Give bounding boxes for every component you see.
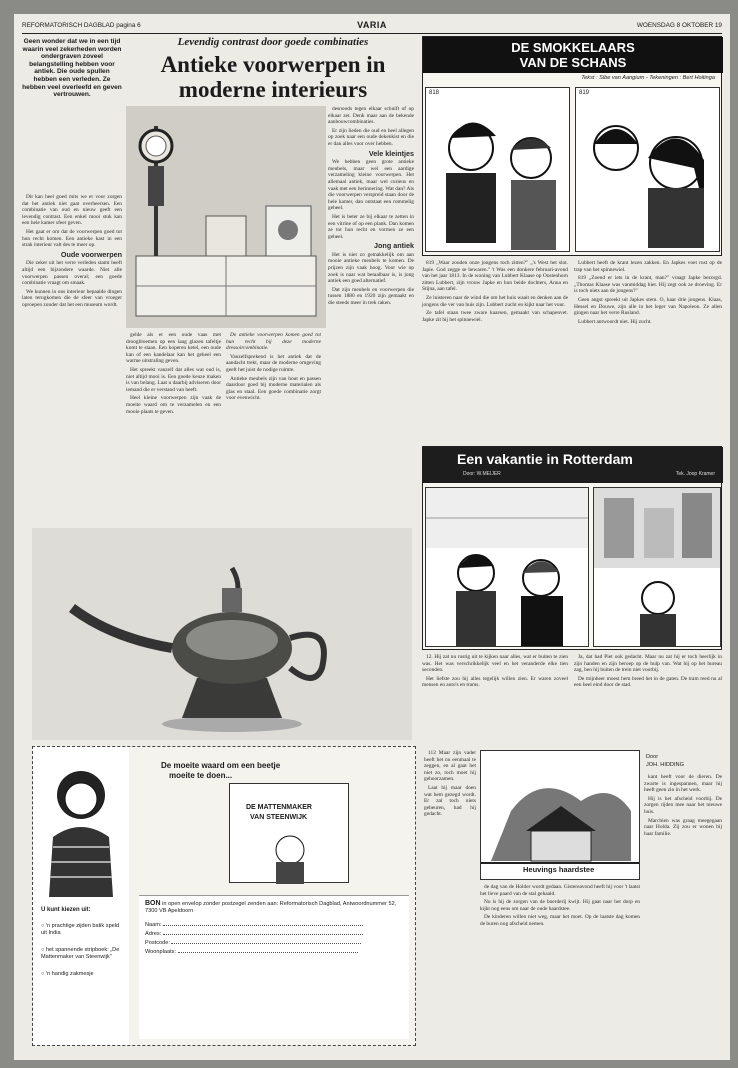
field-label: Naam: bbox=[145, 922, 162, 928]
header-left: REFORMATORISCH DAGBLAD pagina 6 bbox=[22, 22, 141, 29]
page-header bbox=[22, 20, 722, 34]
photo-antique-clock bbox=[126, 106, 326, 328]
comic-panel-819 bbox=[575, 87, 720, 252]
article-kicker: Levendig contrast door goede combinaties bbox=[177, 36, 369, 48]
subscription-ad bbox=[32, 746, 416, 1046]
comic1-text-left: 819 „Waar zouden onze jongens toch zitten?" „'s West het slot. Japie. God zegge se bewaren." 't Was een donkere februari-avond van het jaar 1813. In de woning van Lubbert Klaase op Oostenhorn zitten Lubbert, zijn vrouw Japke en hun beide dochters, Anna en Stijna, aan tafel. Ze luisteren naar de wind die om het huis waait en denken aan de jongens die ver van huis zijn. Lubbert zucht en kijkt naar het vuur. Ze tafel staan twee zware kaarsen, gemaakt van schapenvet. Japke zit bij het spinnewiel. bbox=[422, 260, 568, 323]
checkbox-icon[interactable]: ○ bbox=[41, 971, 46, 977]
ad-option[interactable] bbox=[41, 947, 123, 961]
comic2-text-left: 12. Hij zat nu rustig uit te kijken naar alles, wat er buiten te zien was. Het was verschrikkelijk veel en het veranderde elke tien seconden. Het liefste zou hij alles tegelijk willen zien. Er waren zoveel mensen en auto's en trams. bbox=[422, 654, 568, 689]
article-column-3: De antieke voorwerpen komen goed tot hun recht bij deze moderne dressoircombinatie. Vanzelfsprekend is het antiek dat de aandacht trekt, maar de moderne omgeving geeft het juist de nodige ruimte. Antieke meubels zijn van hout en passen daardoor goed bij moderne materialen als glas en staal. Een goede combinatie zorgt voor evenwicht. bbox=[226, 332, 321, 402]
book-title-line2: VAN STEENWIJK bbox=[250, 814, 308, 821]
comic2-title-banner bbox=[423, 447, 723, 483]
serial-text-right: kant heeft voor de dieren. De zwarte is ingespannen, maar hij heeft geen zin in het werk. Hij is het afscheid voorbij. De zorgen rijden mee naar het nieuwe huis. Marchien was graag meegegaan naar Holda. Zij zou er wonen bij haar familie. bbox=[644, 774, 722, 837]
ad-left-panel bbox=[33, 747, 129, 1045]
ad-option[interactable] bbox=[41, 971, 123, 978]
field-label: Adres: bbox=[145, 931, 162, 937]
comic-title-line2: VAN DE SCHANS bbox=[519, 55, 627, 70]
comic-credit: Tekst : Sibe van Aangium - Tekeningen : Bert Hoitinga bbox=[581, 75, 715, 81]
comic2-artist: Tek. Joop Kramer bbox=[675, 471, 715, 477]
ad-choose-label: U kunt kiezen uit: bbox=[41, 907, 91, 913]
ad-title-line2: moeite te doen... bbox=[169, 771, 233, 780]
ad-option[interactable] bbox=[41, 923, 123, 937]
comic2-author: Door: W.MEIJER bbox=[463, 471, 501, 477]
article-intro: Geen wonder dat we in een tijd waarin veel zekerheden worden ondergraven zoveel belangstelling hebben voor antiek. Die oude spullen hebben een verleden. Ze hebben veel overleefd en geven vertrouwen. bbox=[22, 38, 122, 99]
postcode-field[interactable] bbox=[145, 939, 403, 948]
comic-title-line1: DE SMOKKELAARS bbox=[511, 40, 635, 55]
comic2-panel-number: 12. bbox=[426, 654, 433, 660]
field-label: Postcode: bbox=[145, 940, 170, 946]
checkbox-icon[interactable]: ○ bbox=[41, 923, 46, 929]
serial-illustration bbox=[480, 750, 640, 880]
bon-label: BON bbox=[145, 900, 161, 907]
order-form bbox=[139, 895, 409, 1039]
comic-title-banner bbox=[423, 37, 723, 73]
article-column-1: Dit kan heel goed mits we er voor zorgen dat het antiek niet gaat overheersen. Een combinatie van oud en nieuw geeft een levendig contrast. Een enkel mooi stuk kan een hele kamer sfeer geven. Het gaat er om dat de voorwerpen goed tot hun recht komen. Een antieke kast in een strak interieur valt des te meer op. Oude voorwerpen Die zeker uit het verre verleden stamt heeft altijd een bijzondere waarde. Niet alle voorwerpen passen overal; een goede combinatie vraagt om smaak. We kunnen in ons interieur bepaalde dingen laten terugkomen die de sfeer van vroeger oproepen zonder dat het een museum wordt. bbox=[22, 194, 122, 308]
field-label: Woonplaats: bbox=[145, 949, 176, 955]
order-form-fields bbox=[139, 919, 409, 959]
subhead-vele-kleintjes: Vele kleintjes bbox=[368, 148, 414, 158]
comic2-panel-left bbox=[425, 487, 589, 647]
article-column-4: desnoods tegen elkaar schuift of op elkaar zet. Denk maar aan de bekende aanbouwcombinaties. Er zijn lieden die oud en heel allegen op zoek naar een oude dekenkist en die er dan alles voor over hebben. Vele kleintjes We hebben geen grote antieke meubels, maar wel een aardige verzameling kleine voorwerpen. Het allemaal antiek, maar wel curieus en vaak met een herinnering. Wat dan? Als die voorwerpen verspreid staan door de hele kamer, dan ontstaat een rommelig geheel. Het is beter ze bij elkaar te zetten in een vitrine of op een plank. Dan komen ze tot hun recht en vormen ze een geheel. Jong antiek Het is niet zo gemakkelijk om aan mooie antieke meubels te komen. De prijzen zijn vaak hoog. Voor wie op zoek is naar wat betaalbaar is, is jong antiek een goed alternatief. Dat zijn meubels en voorwerpen die tussen 1880 en 1920 zijn gemaakt en die steeds meer in trek raken. bbox=[328, 106, 414, 307]
ad-option-label: 'n handig zakmesje bbox=[45, 971, 94, 977]
photo-oil-lamp bbox=[32, 528, 412, 740]
ad-title-line1: De moeite waard om een beetje bbox=[161, 761, 281, 770]
book-title-line1: DE MATTENMAKER bbox=[246, 804, 312, 811]
comic-panel-818 bbox=[425, 87, 570, 252]
serial-author-label: Door bbox=[646, 754, 659, 760]
comic2-panel-right bbox=[593, 487, 721, 647]
serial-text-left: 112 Maar zijn vader heeft het nu eenmaal te zeggen, en al gaat het niet zo, toch moet hij gehoorzamen. Laat hij maar doen wat hem gezegd wordt. Er zal toch niets gebeuren, had hij gedacht. bbox=[424, 750, 476, 818]
panel-number: 819 bbox=[579, 90, 590, 96]
ad-option-label: 'n prachtige zijden batik speld uit India bbox=[41, 923, 120, 936]
checkbox-icon[interactable]: ○ bbox=[41, 947, 46, 953]
address-field[interactable] bbox=[145, 930, 403, 939]
clock-caption: De antieke voorwerpen komen goed tot hun recht bij deze moderne dressoircombinatie. bbox=[226, 332, 321, 352]
comic2-title: Een vakantie in Rotterdam bbox=[457, 451, 633, 467]
subhead-jong-antiek: Jong antiek bbox=[374, 241, 414, 251]
ad-option-label: het spannende stripboek: „De Mattenmaker van Steenwijk" bbox=[41, 947, 120, 960]
article-column-2: gelde als er een oude vaas met droogbloemen op een laag glazen tafeltje komt te staan. Een koperen ketel, een oude kan of een kandelaar kan het geheel een warme uitstraling geven. Het spreekt vanzelf dat alles wat oud is, niet altijd mooi is. Een goede keuze maken is van belang. Laat u daarbij adviseren door iemand die er verstand van heeft. Heel kleine voorwerpen zijn vaak de moeite waard om te verzamelen en een mooie plaats te geven. bbox=[126, 332, 221, 415]
serial-title: Heuvings haardstee bbox=[523, 865, 595, 874]
name-field[interactable] bbox=[145, 921, 403, 930]
comic-smokkelaars bbox=[422, 36, 722, 256]
city-field[interactable] bbox=[145, 948, 403, 957]
article-headline: Antieke voorwerpen in moderne interieurs bbox=[160, 52, 386, 102]
panel-number: 818 bbox=[429, 90, 440, 96]
newspaper-page bbox=[14, 14, 730, 1060]
ad-options bbox=[41, 923, 123, 978]
bon-text-block bbox=[139, 896, 409, 919]
header-date: WOENSDAG 8 OKTOBER 19 bbox=[636, 22, 722, 29]
bon-instructions: in open envelop zonder postzegel zenden aan: Reformatorisch Dagblad, Antwoordnummer 52, 7300 VB Apeldoorn bbox=[145, 901, 397, 914]
comic2-text-right: Ja, dat had Piet ook gedacht. Maar nu zat hij er toch heerlijk in zijn handen en zijn beroep op de hulp van. Wat hij op het bureau zag, ben hij buiten de trein niet voorbij. De mijnheer moest hem breed het in de gaten. De tram reed nu al een heel eind door de stad. bbox=[574, 654, 722, 689]
serial-text-middle: de dag van de Holder wordt gedaan. Gistereavond heeft hij voor 't laatst het lieve paard van de stal gehaald. Nu is hij de zorgen van de boerderij kwijt. Hij gaat naar het dorp en kijkt nog eens om naar de oude haardstee. De kinderen willen niet weg, maar het moet. Op de laatste dag komen de buren nog afscheid nemen. bbox=[480, 884, 640, 927]
comic1-text-right: Lubbert heeft de krant lezen zakken. En Japkes voet rust op de trap van het spinnewiel. 819 „Zoend er iets in de krant, man?" vraagt Japke bezorgd. „Thomas Klaase was vanmiddag hier. Hij zegt ook ze droeving. Er is toch niets aan de jongens?" Geen angst spreekt uit Japkes stem. O, haar drie jongens. Klaas, Hessel en Douwe, zijn alle in het leger van Napoleon. Ze allen gingen naar het verre Rusland. Lubbert antwoordt niet. Hij zucht. bbox=[574, 260, 722, 325]
serial-author: JOH. HIDDING bbox=[646, 762, 684, 768]
ad-book-cover bbox=[229, 783, 349, 883]
section-title: VARIA bbox=[357, 20, 387, 30]
comic-rotterdam bbox=[422, 446, 722, 650]
subhead-oude-voorwerpen: Oude voorwerpen bbox=[60, 249, 122, 259]
